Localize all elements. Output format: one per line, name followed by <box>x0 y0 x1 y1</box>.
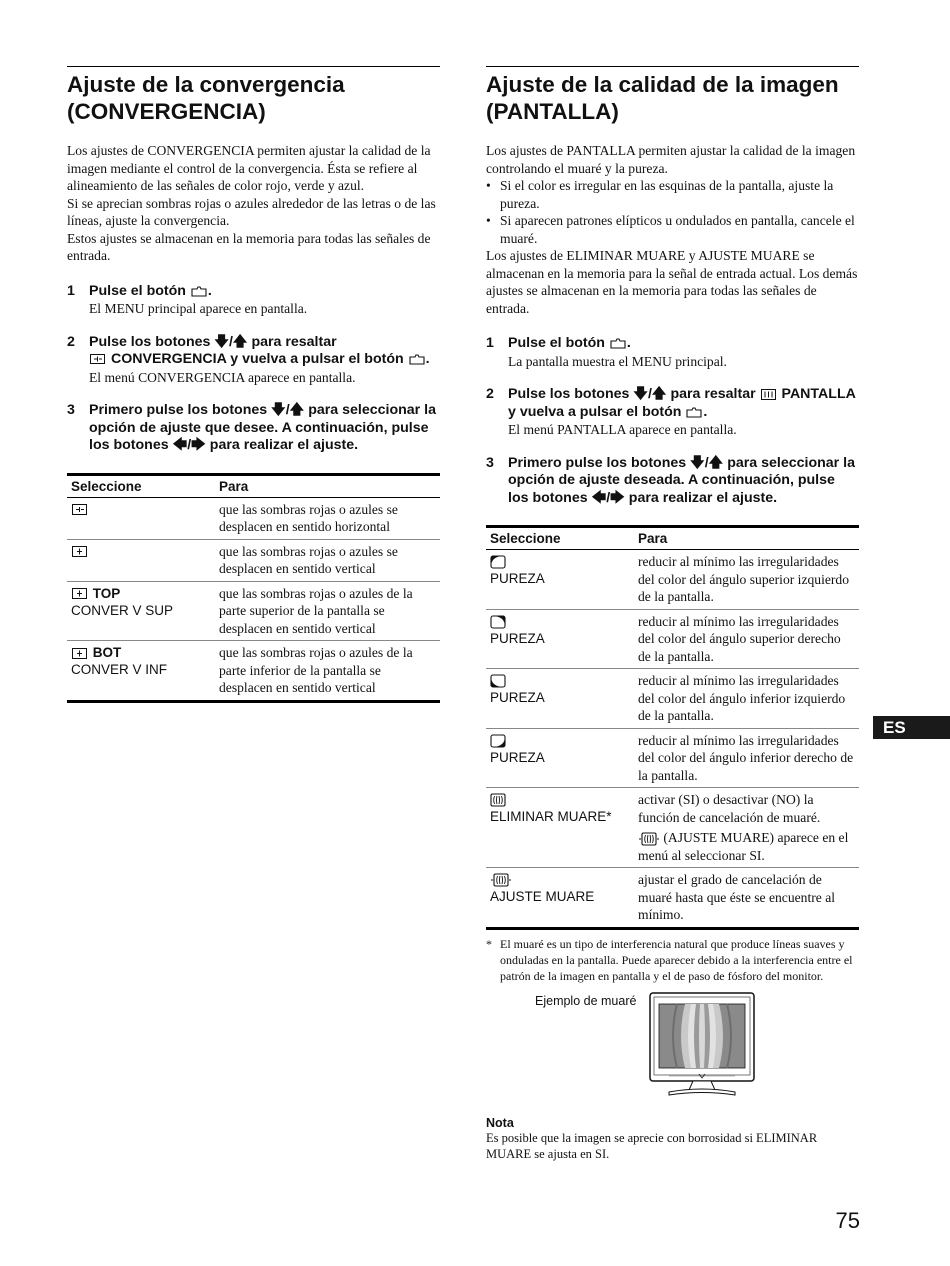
step-3 <box>486 455 859 508</box>
table-header-para: Para <box>634 527 859 550</box>
vertical-convergence-icon <box>71 545 89 558</box>
section-rule <box>67 66 440 67</box>
step-description: El menú CONVERGENCIA aparece en pantalla. <box>89 369 356 385</box>
row-description: que las sombras rojas o azules de la parte superior de la pantalla se desplacen en sentido vertical <box>215 581 440 641</box>
purity-top-left-icon <box>490 555 506 569</box>
row-label-bold: BOT <box>92 645 122 660</box>
table-row <box>67 581 440 641</box>
step-2 <box>486 386 859 439</box>
intro-paragraph: Los ajustes de PANTALLA permiten ajustar la calidad de la imagen controlando el muaré y la pureza. <box>486 143 856 176</box>
down-up-arrows-icon: 🡇/🡅 <box>214 333 248 350</box>
down-up-arrows-icon: 🡇/🡅 <box>271 402 305 418</box>
row-description: que las sombras rojas o azules se desplacen en sentido horizontal <box>219 501 398 534</box>
menu-button-icon <box>408 353 426 365</box>
step-heading: Primero pulse los botones 🡇/🡅 para seleccionar la opción de ajuste que desee. A continuación, pulse los botones 🡄/🡆 para realizar el ajuste. <box>89 402 436 453</box>
vertical-convergence-icon <box>71 587 89 600</box>
left-right-arrows-icon: 🡄/🡆 <box>172 437 206 453</box>
step-heading: Pulse los botones 🡇/🡅 para resaltar PANTALLA y vuelva a pulsar el botón . <box>508 386 856 420</box>
row-description: reducir al mínimo las irregularidades del color del ángulo inferior derecho de la pantalla. <box>634 728 859 788</box>
table-row <box>67 641 440 702</box>
row-description: ajustar el grado de cancelación de muaré hasta que éste se encuentre al mínimo. <box>634 868 859 929</box>
row-description: que las sombras rojas o azules de la parte inferior de la pantalla se desplacen en sentido vertical <box>215 641 440 702</box>
row-label: ELIMINAR MUARE* <box>490 809 612 824</box>
step-description: La pantalla muestra el MENU principal. <box>508 353 727 369</box>
step-number: 1 <box>486 335 494 351</box>
table-row <box>67 497 440 539</box>
step-number: 2 <box>67 333 75 350</box>
row-label: CONVER V INF <box>71 662 168 677</box>
screen-options-table <box>486 525 859 930</box>
title-line-1: Ajuste de la convergencia <box>67 72 345 97</box>
step-1 <box>486 335 859 370</box>
intro-paragraph-3: Estos ajustes se almacenan en la memoria para todas las señales de entrada. <box>67 230 431 263</box>
purity-bottom-left-icon <box>490 674 506 688</box>
section-rule <box>486 66 859 67</box>
menu-button-icon <box>609 337 627 349</box>
row-description: que las sombras rojas o azules se desplacen en sentido vertical <box>215 539 440 581</box>
table-row <box>486 669 859 729</box>
purity-top-right-icon <box>490 615 506 629</box>
bullet-item: • Si el color es irregular en las esquinas de la pantalla, ajuste la pureza. <box>486 178 834 211</box>
table-row <box>486 609 859 669</box>
section-title-screen <box>486 71 859 125</box>
row-label: AJUSTE MUARE <box>490 889 595 904</box>
row-label: PUREZA <box>490 630 545 646</box>
table-row <box>486 868 859 929</box>
footnote: * El muaré es un tipo de interferencia natural que produce líneas suaves y onduladas en la pantalla. Puede aparecer debido a la interferencia entre el patrón de la imagen en pantalla y el de paso de fósforo del monitor. <box>486 936 853 983</box>
step-description: El MENU principal aparece en pantalla. <box>89 301 308 316</box>
title-line-2: (PANTALLA) <box>486 99 619 124</box>
intro-paragraph-2: Si se aprecian sombras rojas o azules alrededor de las letras o de las líneas, ajuste la convergencia. <box>67 195 436 228</box>
step-2 <box>67 334 440 387</box>
table-header-para: Para <box>215 474 440 497</box>
step-number: 3 <box>67 402 75 418</box>
convergence-icon <box>89 353 107 365</box>
step-heading: Primero pulse los botones 🡇/🡅 para seleccionar la opción de ajuste deseada. A continuación, pulse los botones 🡄/🡆 para realizar el ajuste. <box>508 454 855 506</box>
intro-paragraph-2: Los ajustes de ELIMINAR MUARE y AJUSTE MUARE se almacenan en la memoria para la señal de entrada actual. Los demás ajustes se almacenan en la memoria para todas las señales de entrada. <box>486 248 858 316</box>
right-column <box>486 66 859 1162</box>
row-label: CONVER V SUP <box>71 602 174 618</box>
step-number: 1 <box>67 282 75 299</box>
vertical-convergence-icon <box>71 647 89 660</box>
step-number: 2 <box>486 386 494 402</box>
moire-example <box>486 992 859 1104</box>
row-label-bold: TOP <box>92 585 121 601</box>
moire-cancel-icon <box>490 793 506 807</box>
step-3 <box>67 402 440 455</box>
menu-button-icon <box>685 406 703 418</box>
moire-adjust-icon <box>638 832 660 846</box>
left-right-arrows-icon: 🡄/🡆 <box>591 489 625 506</box>
convergence-options-table <box>67 473 440 703</box>
row-label: PUREZA <box>490 571 545 586</box>
step-heading: Pulse el botón . <box>508 335 631 351</box>
step-heading: Pulse los botones 🡇/🡅 para resaltar CONVERGENCIA y vuelva a pulsar el botón . <box>89 333 430 367</box>
step-1 <box>67 283 440 318</box>
down-up-arrows-icon: 🡇/🡅 <box>633 386 667 402</box>
title-line-1: Ajuste de la calidad de la imagen <box>486 72 839 97</box>
row-label: PUREZA <box>490 749 545 765</box>
menu-button-icon <box>190 285 208 297</box>
row-description: activar (SI) o desactivar (NO) la función de cancelación de muaré. (AJUSTE MUARE) aparece en el menú al seleccionar SI. <box>634 788 859 868</box>
moire-monitor-illustration <box>649 992 755 1100</box>
step-heading: Pulse el botón . <box>89 282 212 299</box>
horizontal-convergence-icon <box>71 503 89 516</box>
purity-bottom-right-icon <box>490 734 506 748</box>
table-header-select: Seleccione <box>486 527 634 550</box>
row-description: reducir al mínimo las irregularidades del color del ángulo superior derecho de la pantalla. <box>634 609 859 669</box>
step-number: 3 <box>486 454 494 471</box>
title-line-2: (CONVERGENCIA) <box>67 99 266 124</box>
page-number: 75 <box>835 1208 860 1233</box>
note-title: Nota <box>486 1115 514 1130</box>
table-header-select: Seleccione <box>67 474 215 497</box>
intro-paragraph: Los ajustes de CONVERGENCIA permiten ajustar la calidad de la imagen mediante el control de la convergencia. Ésta se refiere al alineamiento de las señales de color rojo, verde y azul. <box>67 143 431 193</box>
table-row <box>67 539 440 581</box>
left-column <box>67 66 440 703</box>
row-label: PUREZA <box>490 690 545 705</box>
step-description: El menú PANTALLA aparece en pantalla. <box>508 422 737 437</box>
moire-adjust-icon <box>490 873 512 887</box>
moire-example-label: Ejemplo de muaré <box>535 993 637 1008</box>
table-row <box>486 788 859 868</box>
table-row <box>486 728 859 788</box>
row-description: reducir al mínimo las irregularidades del color del ángulo inferior izquierdo de la pantalla. <box>634 669 859 729</box>
language-tab: ES <box>873 716 950 739</box>
note-text: Es posible que la imagen se aprecie con borrosidad si ELIMINAR MUARE se ajusta en SI. <box>486 1130 818 1161</box>
row-description: reducir al mínimo las irregularidades del color del ángulo superior izquierdo de la pantalla. <box>638 554 850 604</box>
section-title-convergence <box>67 71 440 125</box>
screen-icon <box>760 388 778 401</box>
bullet-item: • Si aparecen patrones elípticos u ondulados en pantalla, cancele el muaré. <box>486 213 855 246</box>
down-up-arrows-icon: 🡇/🡅 <box>690 454 724 471</box>
table-row <box>486 550 859 610</box>
